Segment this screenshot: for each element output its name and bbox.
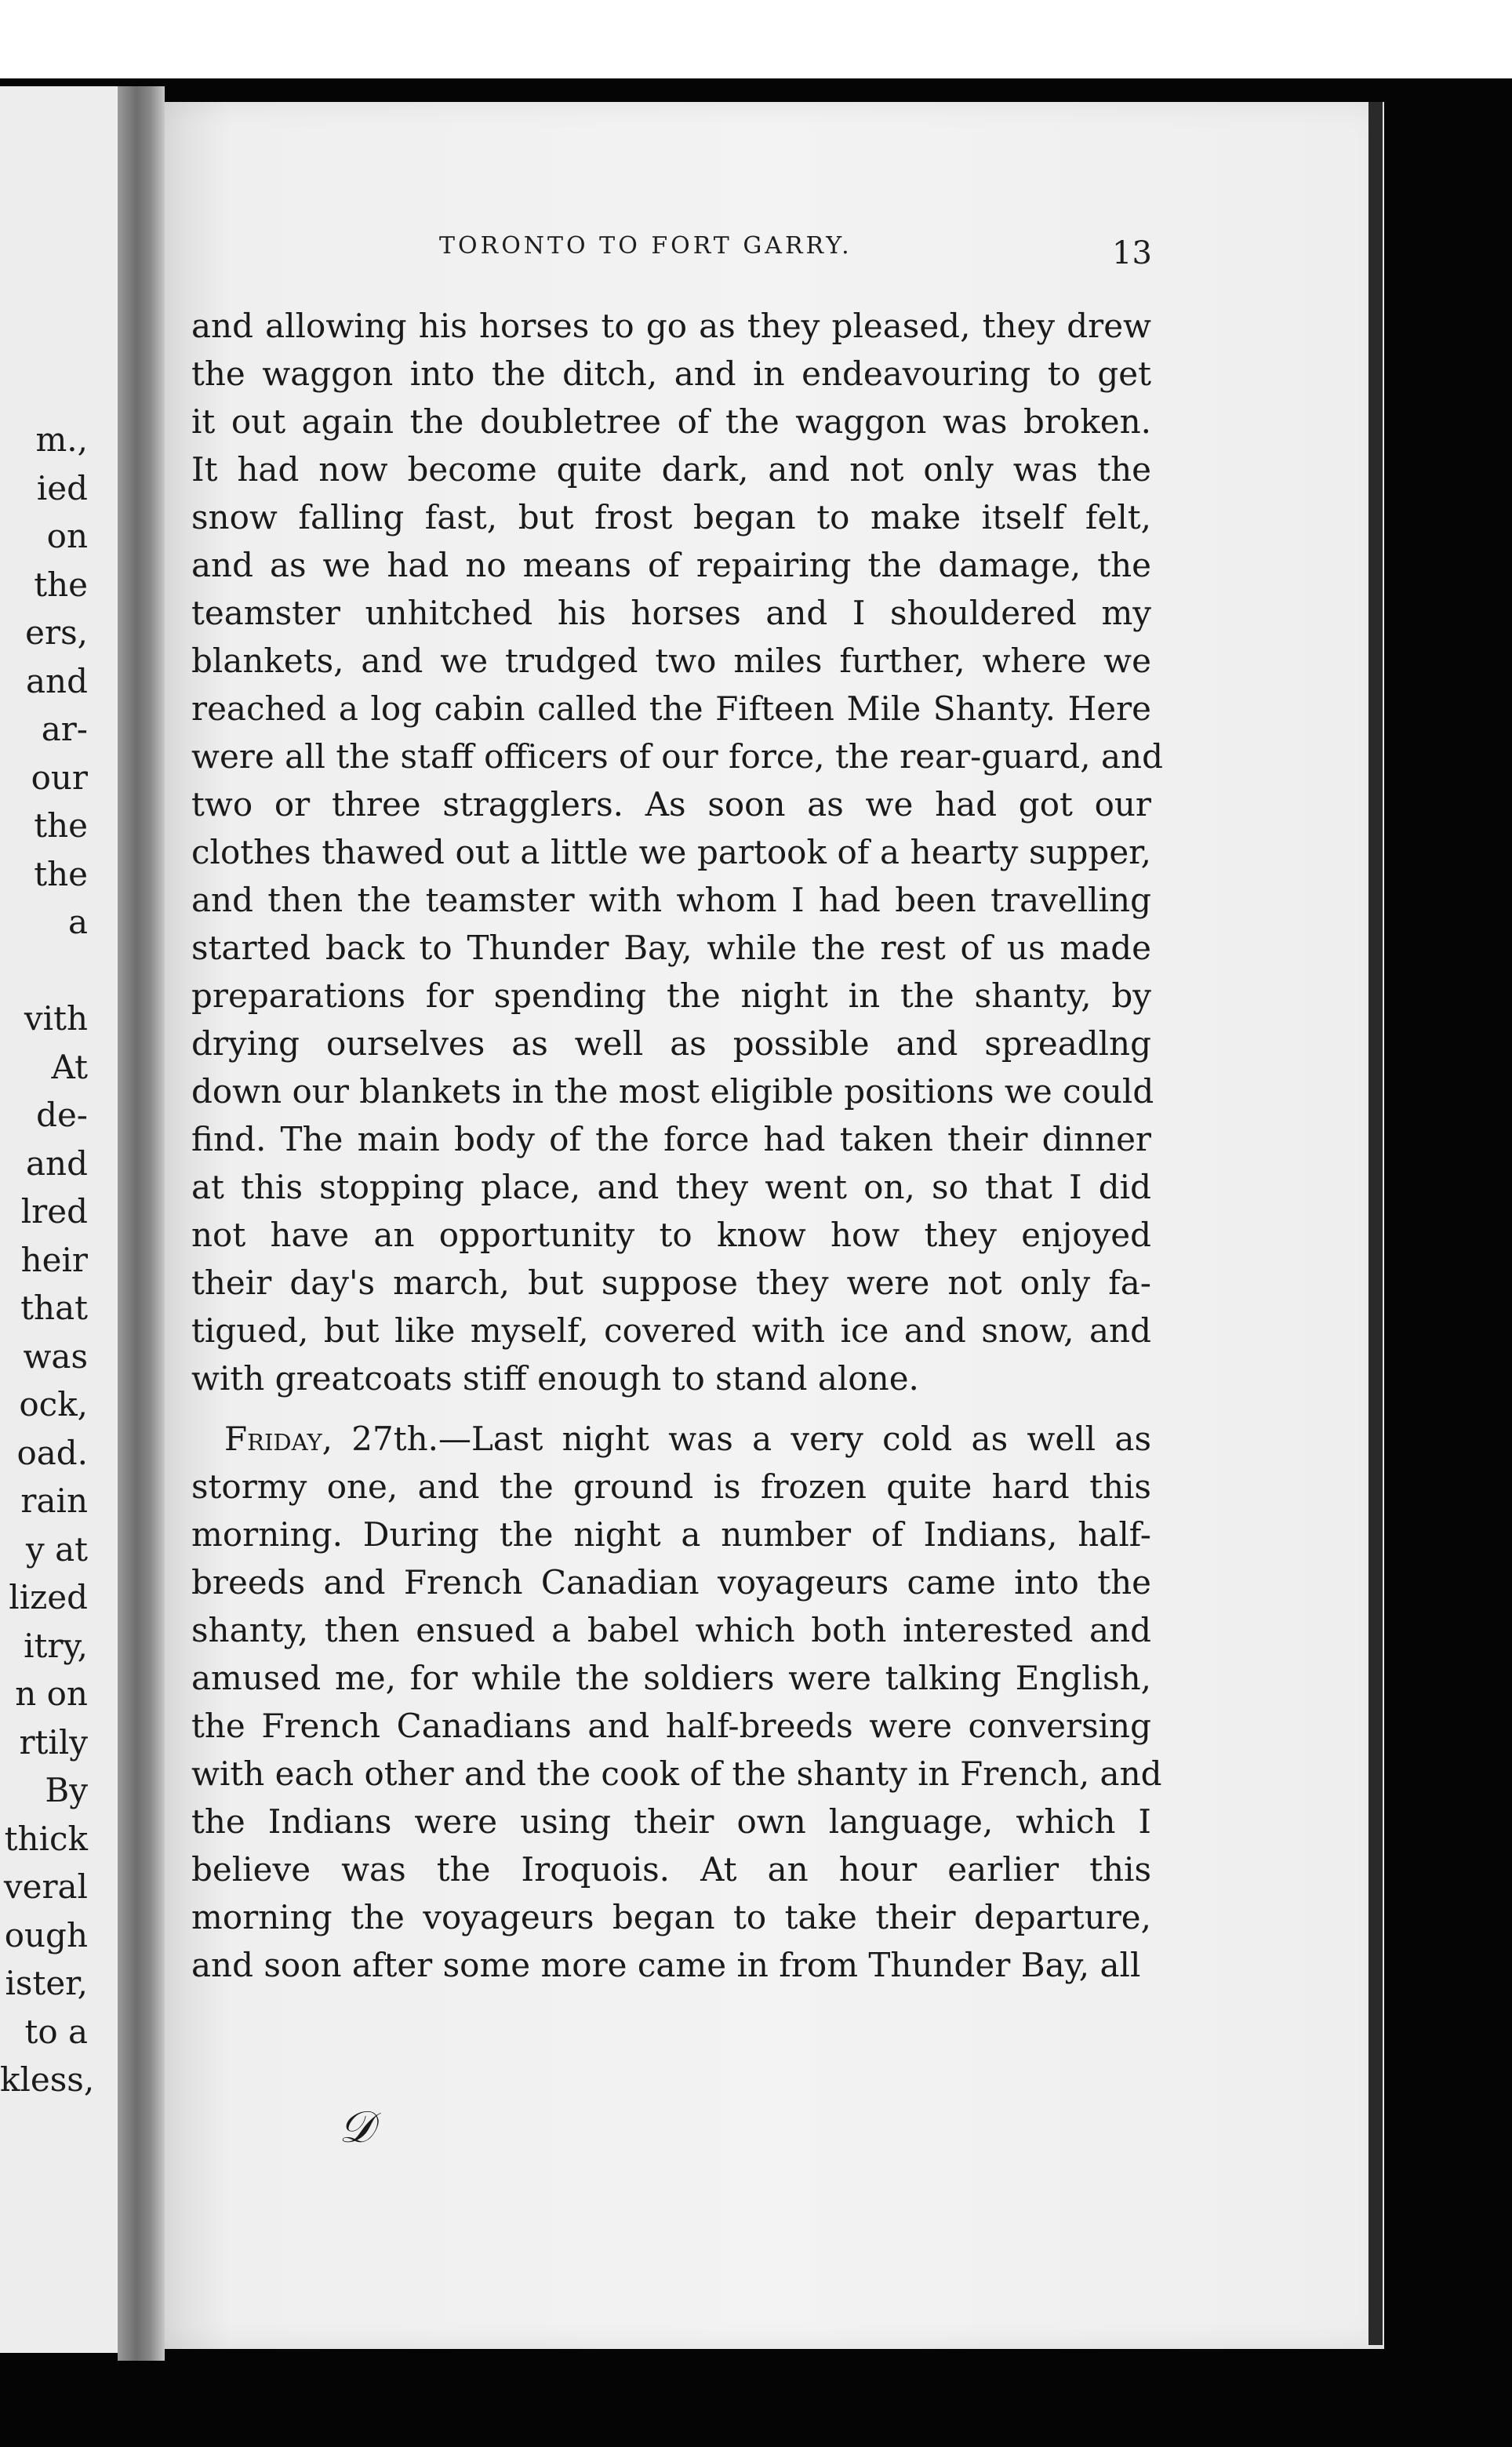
text-line: at this stopping place, and they went on, so that I did <box>191 1168 1151 1206</box>
left-page-fragment: de- <box>36 1096 88 1134</box>
left-page-fragment: and <box>26 661 88 700</box>
left-page-fragment: m., <box>35 420 88 459</box>
text-line: stormy one, and the ground is frozen quite hard this <box>191 1467 1151 1506</box>
left-page-fragment: that <box>20 1289 88 1327</box>
handwritten-mark: 𝒟 <box>339 2102 374 2153</box>
text-line: the French Canadians and half-breeds were conversing <box>191 1707 1151 1745</box>
left-page-fragment: ister, <box>5 1964 88 2002</box>
left-page-fragment: was <box>23 1336 88 1376</box>
text-line: breeds and French Canadian voyageurs came into the <box>191 1563 1151 1602</box>
left-page-fragment: vith <box>24 999 88 1038</box>
paragraph-2 <box>191 1415 1162 1989</box>
left-page-fragment: to a <box>24 2012 88 2051</box>
paragraph-2-lines <box>191 1463 1162 1989</box>
text-line: teamster unhitched his horses and I shouldered my <box>191 594 1151 632</box>
left-page-fragment: kless, <box>0 2060 95 2099</box>
left-page-fragment: the <box>34 806 88 845</box>
text-line: find. The main body of the force had taken their dinner <box>191 1120 1151 1158</box>
left-page-fragment: on <box>46 517 88 555</box>
left-page-fragment: ar- <box>41 710 88 748</box>
left-page-fragment: lized <box>9 1578 88 1616</box>
text-line: and soon after some more came in from Thunder Bay, all <box>191 1946 1141 1984</box>
text-line: drying ourselves as well as possible and spreadlng <box>191 1024 1151 1063</box>
paragraph-1 <box>191 302 1163 1402</box>
left-page-fragment: ers, <box>25 613 88 652</box>
left-page-fragment: a <box>67 903 88 941</box>
text-line: snow falling fast, but frost began to make itself felt, <box>191 498 1151 536</box>
paragraph-2-first-line <box>191 1415 1151 1463</box>
left-page-fragment: heir <box>20 1240 88 1279</box>
text-line: with greatcoats stiff enough to stand alone. <box>191 1359 919 1398</box>
paragraph-2-first-line-text: , 27th.—Last night was a very cold as well as <box>322 1420 1151 1458</box>
left-page-text-fragments <box>0 416 95 2104</box>
scan-border-right <box>1380 78 1512 2447</box>
paragraph-gap <box>191 1402 1151 1415</box>
left-page-fragment: lred <box>20 1192 88 1231</box>
left-page-fragment <box>0 947 88 995</box>
text-line: reached a log cabin called the Fifteen Mile Shanty. Here <box>191 689 1151 728</box>
text-line: it out again the doubletree of the waggon was broken. <box>191 402 1151 441</box>
running-head: TORONTO TO FORT GARRY. <box>439 232 852 260</box>
left-page-fragment: ied <box>36 468 88 507</box>
page-edge <box>1368 102 1383 2345</box>
text-line: tigued, but like myself, covered with ice and snow, and <box>191 1311 1151 1350</box>
text-line: not have an opportunity to know how they enjoyed <box>191 1216 1151 1254</box>
left-page-fragment: itry, <box>24 1626 88 1665</box>
left-page-fragment: ock, <box>19 1385 88 1423</box>
left-page-fragment: our <box>31 758 88 797</box>
scan-border-bottom <box>0 2345 1512 2447</box>
text-line: morning. During the night a number of Indians, half- <box>191 1515 1151 1554</box>
text-line: down our blankets in the most eligible positions we could <box>191 1072 1154 1111</box>
left-page-fragment: By <box>45 1771 88 1809</box>
left-page-fragment: n on <box>15 1674 88 1713</box>
left-page-fragment: and <box>26 1144 88 1183</box>
text-line: two or three stragglers. As soon as we had got our <box>191 785 1151 824</box>
text-line: shanty, then ensued a babel which both interested and <box>191 1611 1151 1649</box>
page-number: 13 <box>1112 235 1152 271</box>
body-text <box>191 302 1163 1989</box>
text-line: the Indians were using their own language, which I <box>191 1802 1151 1841</box>
text-line: started back to Thunder Bay, while the rest of us made <box>191 929 1151 967</box>
text-line: and as we had no means of repairing the damage, the <box>191 546 1151 584</box>
left-page-fragment: veral <box>3 1867 88 1906</box>
text-line: the waggon into the ditch, and in endeavouring to get <box>191 355 1151 393</box>
left-page-fragment: y at <box>26 1529 88 1569</box>
left-page <box>0 86 124 2353</box>
text-line: amused me, for while the soldiers were talking English, <box>191 1659 1151 1697</box>
left-page-fragment: ough <box>4 1915 88 1954</box>
text-line: and then the teamster with whom I had been travelling <box>191 881 1151 919</box>
text-line: with each other and the cook of the shanty in French, and <box>191 1754 1162 1793</box>
text-line: their day's march, but suppose they were not only fa- <box>191 1263 1151 1302</box>
text-line: It had now become quite dark, and not only was the <box>191 450 1151 489</box>
text-line: and allowing his horses to go as they pleased, they drew <box>191 307 1151 345</box>
left-page-fragment: rain <box>20 1482 88 1520</box>
text-line: preparations for spending the night in the shanty, by <box>191 976 1151 1015</box>
scan-border-top <box>0 78 1512 102</box>
book-gutter <box>118 86 165 2361</box>
text-line: believe was the Iroquois. At an hour earlier this <box>191 1850 1151 1889</box>
left-page-fragment: the <box>34 565 88 604</box>
text-line: morning the voyageurs began to take their departure, <box>191 1898 1151 1936</box>
left-page-fragment: thick <box>4 1819 88 1858</box>
left-page-fragment: rtily <box>19 1722 88 1762</box>
text-line: blankets, and we trudged two miles further, where we <box>191 642 1151 680</box>
text-line: were all the staff officers of our force, the rear-guard, and <box>191 737 1163 776</box>
text-line: clothes thawed out a little we partook of a hearty supper, <box>191 833 1151 871</box>
left-page-fragment: the <box>34 854 88 893</box>
left-page-fragment: oad. <box>16 1433 88 1472</box>
paragraph-2-lead: Friday <box>224 1420 322 1458</box>
left-page-fragment: At <box>51 1047 88 1086</box>
